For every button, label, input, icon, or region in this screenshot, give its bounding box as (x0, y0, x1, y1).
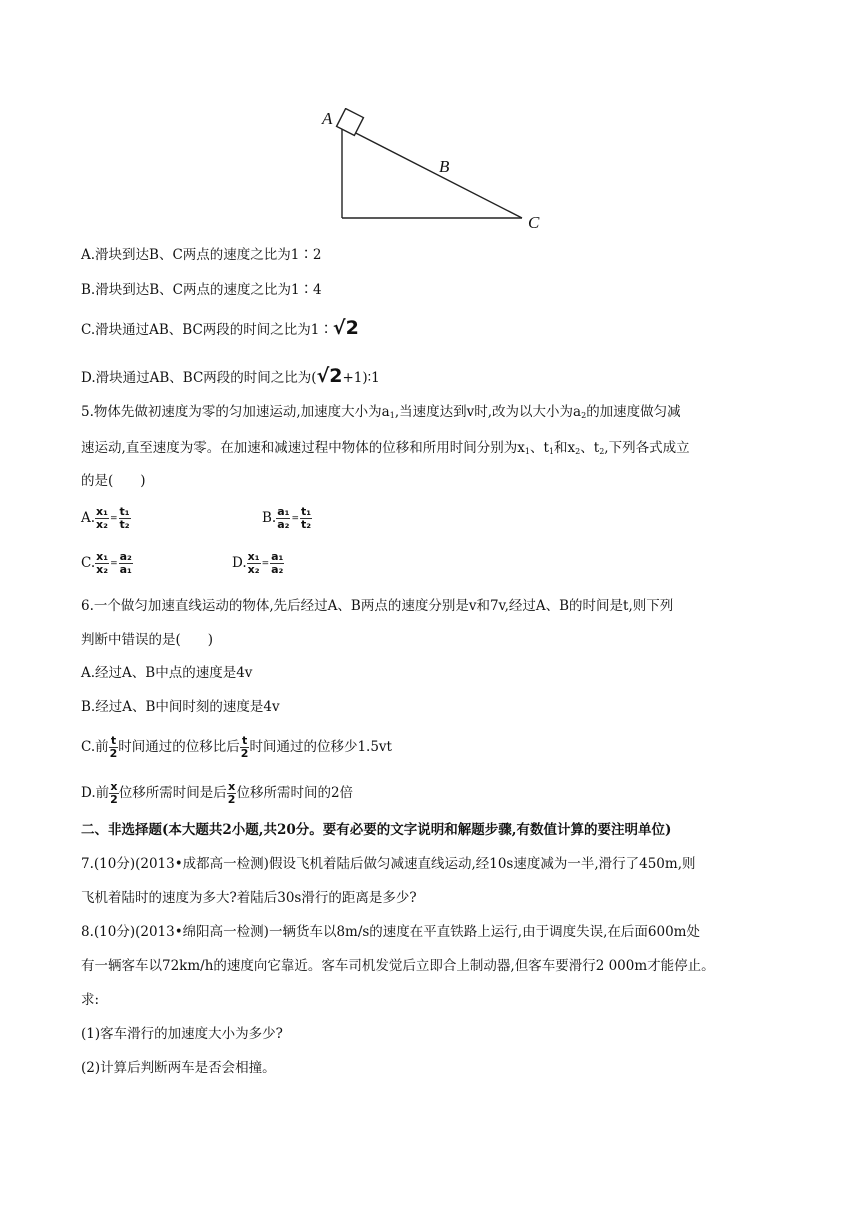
q6-option-b: B.经过A、B中间时刻的速度是4v (81, 699, 280, 715)
q4-option-d-suffix: +1)∶1 (342, 370, 380, 386)
q6-text: 位移所需时间是后 (118, 785, 227, 801)
q5-option-d (232, 551, 284, 576)
q5-text: 速运动,直至速度为零。在加速和减速过程中物体的位移和所用时间分别为x (81, 440, 525, 456)
subscript: 1 (548, 447, 555, 456)
q6-text: 位移所需时间的2倍 (236, 785, 354, 801)
denominator: 2 (109, 747, 118, 760)
denominator: 2 (240, 747, 249, 760)
subscript: 1 (389, 411, 395, 420)
fraction-x-half (109, 781, 119, 806)
q6-text: 时间通过的位移比后 (118, 739, 240, 755)
q6-stem-line-1: 6.一个做匀加速直线运动的物体,先后经过A、B两点的速度分别是v和7v,经过A、B的时间是t,则下列 (81, 598, 674, 614)
q4-option-b: B.滑块到达B、C两点的速度之比为1∶4 (81, 282, 322, 298)
q5-text: 、t (530, 440, 549, 456)
numerator: x₁ (247, 550, 260, 563)
denominator: a₂ (277, 518, 290, 531)
equals-sign: = (261, 558, 270, 569)
q4-option-d (81, 366, 380, 388)
fraction (300, 506, 312, 531)
subscript: 2 (575, 447, 581, 456)
numerator: x₁ (96, 505, 108, 518)
q4-option-a: A.滑块到达B、C两点的速度之比为1∶2 (81, 247, 322, 263)
fraction-t-half (109, 735, 119, 760)
numerator: t₁ (301, 505, 312, 518)
fraction (270, 551, 284, 576)
numerator: t (240, 735, 250, 748)
numerator: t₁ (119, 505, 130, 518)
q5-text: 、t (580, 440, 600, 456)
q5-text: 的加速度做匀减 (586, 404, 681, 420)
q8-part-2: (2)计算后判断两车是否会相撞。 (81, 1060, 276, 1076)
q5-stem-line-2 (81, 438, 690, 462)
fraction (119, 506, 131, 531)
numerator: a₁ (271, 550, 284, 563)
point-b-label: B (439, 157, 450, 176)
fraction (95, 506, 109, 531)
subscript: 2 (581, 411, 587, 420)
numerator: x₁ (96, 550, 109, 563)
q5-stem-line-1 (81, 402, 681, 426)
denominator: x₂ (96, 518, 108, 531)
q4-option-d-text: D.滑块通过AB、BC两段的时间之比为( (81, 370, 317, 386)
equals-sign: = (110, 558, 118, 569)
point-c-label: C (528, 213, 540, 232)
option-label: D. (232, 555, 247, 571)
q8-line-2: 有一辆客车以72km/h的速度向它靠近。客车司机发觉后立即合上制动器,但客车要滑行2 000m才能停止。 (81, 958, 715, 974)
q7-line-2: 飞机着陆时的速度为多大?着陆后30s滑行的距离是多少? (81, 890, 417, 906)
fraction-t-half (240, 735, 250, 760)
q6-stem-line-2: 判断中错误的是( ) (81, 632, 214, 648)
denominator: a₂ (271, 563, 284, 576)
q6-text: C.前 (81, 739, 109, 755)
q8-line-3: 求: (81, 992, 100, 1008)
q5-option-c (81, 551, 133, 576)
sqrt-two-symbol: √2 (316, 365, 343, 387)
q4-option-c-text: C.滑块通过AB、BC两段的时间之比为1∶ (81, 322, 333, 338)
q6-text: 时间通过的位移少1.5vt (249, 739, 392, 755)
q6-option-a: A.经过A、B中点的速度是4v (81, 665, 253, 681)
option-label: C. (81, 555, 96, 571)
q7-line-1: 7.(10分)(2013•成都高一检测)假设飞机着陆后做匀减速直线运动,经10s速度减为一半,滑行了450m,则 (81, 856, 696, 872)
numerator: t (109, 735, 119, 748)
denominator: t₂ (119, 518, 130, 531)
denominator: 2 (227, 793, 236, 806)
q6-text: D.前 (81, 785, 110, 801)
fraction-x-half (227, 781, 237, 806)
q6-option-c (81, 735, 392, 760)
q8-part-1: (1)客车滑行的加速度大小为多少? (81, 1026, 283, 1042)
q4-option-c (81, 318, 359, 340)
numerator: x (228, 780, 236, 793)
q6-option-d (81, 781, 353, 806)
sqrt-two-symbol: √2 (332, 317, 359, 339)
option-label: B. (262, 510, 277, 526)
denominator: x₂ (96, 563, 109, 576)
subscript: 1 (524, 447, 530, 456)
denominator: 2 (110, 793, 118, 806)
q5-option-a (81, 506, 131, 531)
q5-text: ,下列各式成立 (604, 440, 690, 456)
numerator: a₁ (277, 505, 290, 518)
fraction (95, 551, 109, 576)
q5-text: ,当速度达到v时,改为以大小为a (394, 404, 582, 420)
q5-option-b (262, 506, 312, 531)
fraction (247, 551, 261, 576)
figure-incline-edge (342, 126, 522, 218)
numerator: x (110, 780, 118, 793)
equals-sign: = (291, 513, 300, 524)
option-label: A. (81, 510, 96, 526)
denominator: t₂ (301, 518, 312, 531)
fraction (119, 551, 133, 576)
point-a-label: A (322, 109, 333, 128)
fraction (276, 506, 290, 531)
denominator: x₂ (247, 563, 260, 576)
section-heading: 二、非选择题(本大题共2小题,共20分。要有必要的文字说明和解题步骤,有数值计算的要注明单位) (81, 822, 672, 838)
numerator: a₂ (119, 550, 132, 563)
q5-stem-line-3: 的是( ) (81, 473, 146, 489)
denominator: a₁ (119, 563, 132, 576)
equals-sign: = (109, 513, 118, 524)
subscript: 2 (599, 447, 605, 456)
q5-text: 5.物体先做初速度为零的匀加速运动,加速度大小为a (81, 404, 390, 420)
q8-line-1: 8.(10分)(2013•绵阳高一检测)一辆货车以8m/s的速度在平直铁路上运行,由于调度失误,在后面600m处 (81, 924, 700, 940)
incline-figure (318, 108, 548, 236)
q5-text: 和x (554, 440, 576, 456)
sliding-block (337, 109, 364, 136)
